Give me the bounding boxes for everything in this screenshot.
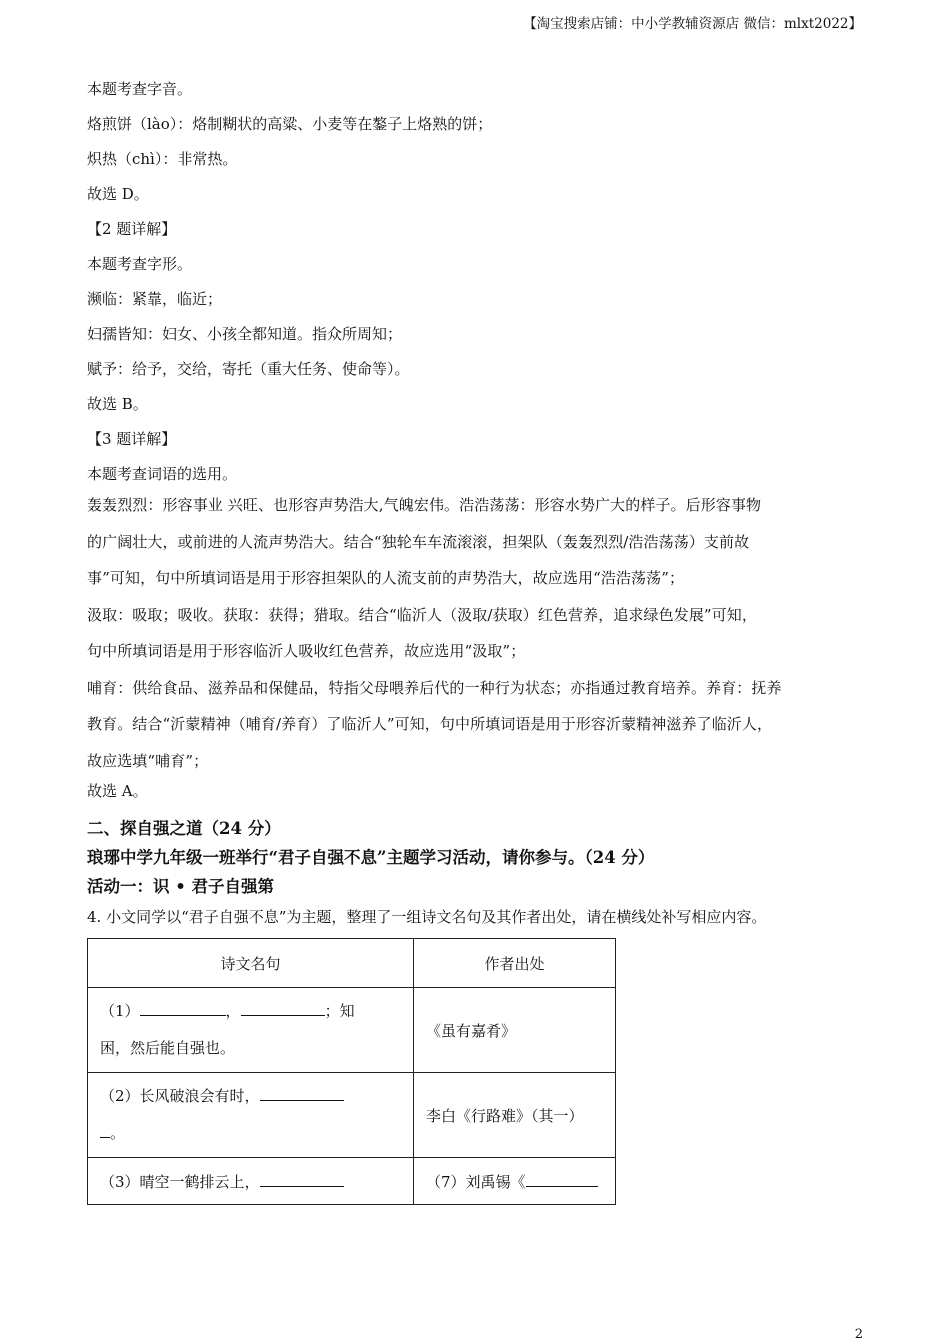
text-line: 炽热（chì）：非常热。 [87,150,238,168]
section-heading: 【3 题详解】 [87,430,177,448]
fill-blank[interactable] [140,1001,226,1016]
table-cell [88,1158,414,1205]
cell-text: 困，然后能自强也。 [100,1039,236,1057]
table-cell: 李白《行路难》（其一） [414,1073,616,1158]
cell-text: （1） [100,1002,140,1020]
section-heading: 【2 题详解】 [87,220,177,238]
document-body [87,79,862,1205]
cell-text: ；知 [324,1002,355,1020]
paragraph-row: 事”可知，句中所填词语是用于形容担架队的人流支前的声势浩大，故应选用“浩浩荡荡”； [87,569,685,587]
cell-text: ， [225,1002,241,1020]
text-line: 烙煎饼（lào）：烙制糊状的高粱、小麦等在鏊子上烙熟的饼； [87,115,493,133]
paragraph-row: 故应选填“哺育”； [87,751,209,770]
table-cell [414,1158,616,1205]
cell-text: （2）长风破浪会有时， [100,1087,260,1105]
fill-blank[interactable] [260,1086,344,1101]
explanation-paragraph [87,670,862,780]
text-line: 故选 B。 [87,395,148,413]
cell-text: （3）晴空一鹤排云上， [100,1172,260,1191]
paragraph-row: 哺育：供给食品、滋养品和保健品，特指父母喂养后代的一种行为状态；亦指通过教育培养。养育：抚养 [87,678,782,697]
page-number: 2 [854,1327,863,1342]
text-line: 濒临：紧靠，临近； [87,290,223,308]
paragraph-row: 的广阔壮大，或前进的人流声势浩大。结合“独轮车车流滚滚，担架队（轰轰烈烈/浩浩荡荡）支前故 [87,532,750,551]
table-cell: 《虽有嘉肴》 [414,988,616,1073]
cell-text: （7）刘禹锡《 [426,1172,526,1191]
answer-line: 故选 A。 [87,782,148,800]
paragraph-row: 教育。结合“沂蒙精神（哺育/养育）了临沂人”可知，句中所填词语是用于形容沂蒙精神滋养了临沂人， [87,715,773,733]
fill-blank[interactable] [526,1172,598,1187]
fill-blank[interactable] [241,1001,325,1016]
fill-blank[interactable] [100,1123,110,1138]
fill-blank[interactable] [260,1172,344,1187]
text-line: 本题考查词语的选用。 [87,465,238,483]
section-title: 二、探自强之道（24 分） [87,819,281,838]
text-line: 本题考查字音。 [87,80,193,98]
table-cell [88,1073,414,1158]
text-line: 赋予：给予，交给，寄托（重大任务、使命等）。 [87,360,410,378]
text-line: 故选 D。 [87,185,149,203]
paragraph-row: 句中所填词语是用于形容临沂人吸收红色营养，故应选用“汲取”； [87,642,526,660]
table-cell [88,988,414,1073]
section-intro: 琅琊中学九年级一班举行“君子自强不息”主题学习活动，请你参与。（24 分） [87,848,655,867]
paragraph-row: 轰轰烈烈：形容事业 兴旺、也形容声势浩大,气魄宏伟。浩浩荡荡：形容水势广大的样子。后形容事物 [87,496,762,514]
explanation-paragraph [87,487,862,597]
table-row [88,988,616,1073]
table-row [88,1073,616,1158]
cell-text: 。 [110,1124,126,1142]
poem-table [87,938,616,1205]
table-header: 诗文名句 [88,939,414,988]
table-header: 作者出处 [414,939,616,988]
question-4: 4. 小文同学以“君子自强不息”为主题，整理了一组诗文名句及其作者出处，请在横线处补写相应内容。 [87,908,767,926]
activity-title: 活动一：识 • 君子自强第 [87,877,275,896]
explanation-paragraph [87,597,862,670]
page-header: 【淘宝搜索店铺：中小学教辅资源店 微信：mlxt2022】 [523,16,862,32]
paragraph-row: 汲取：吸取；吸收。获取：获得；猎取。结合“临沂人（汲取/获取）红色营养，追求绿色发展”可知， [87,605,757,624]
text-line: 本题考查字形。 [87,255,193,273]
text-line: 妇孺皆知：妇女、小孩全都知道。指众所周知； [87,325,403,343]
table-row [88,1158,616,1205]
